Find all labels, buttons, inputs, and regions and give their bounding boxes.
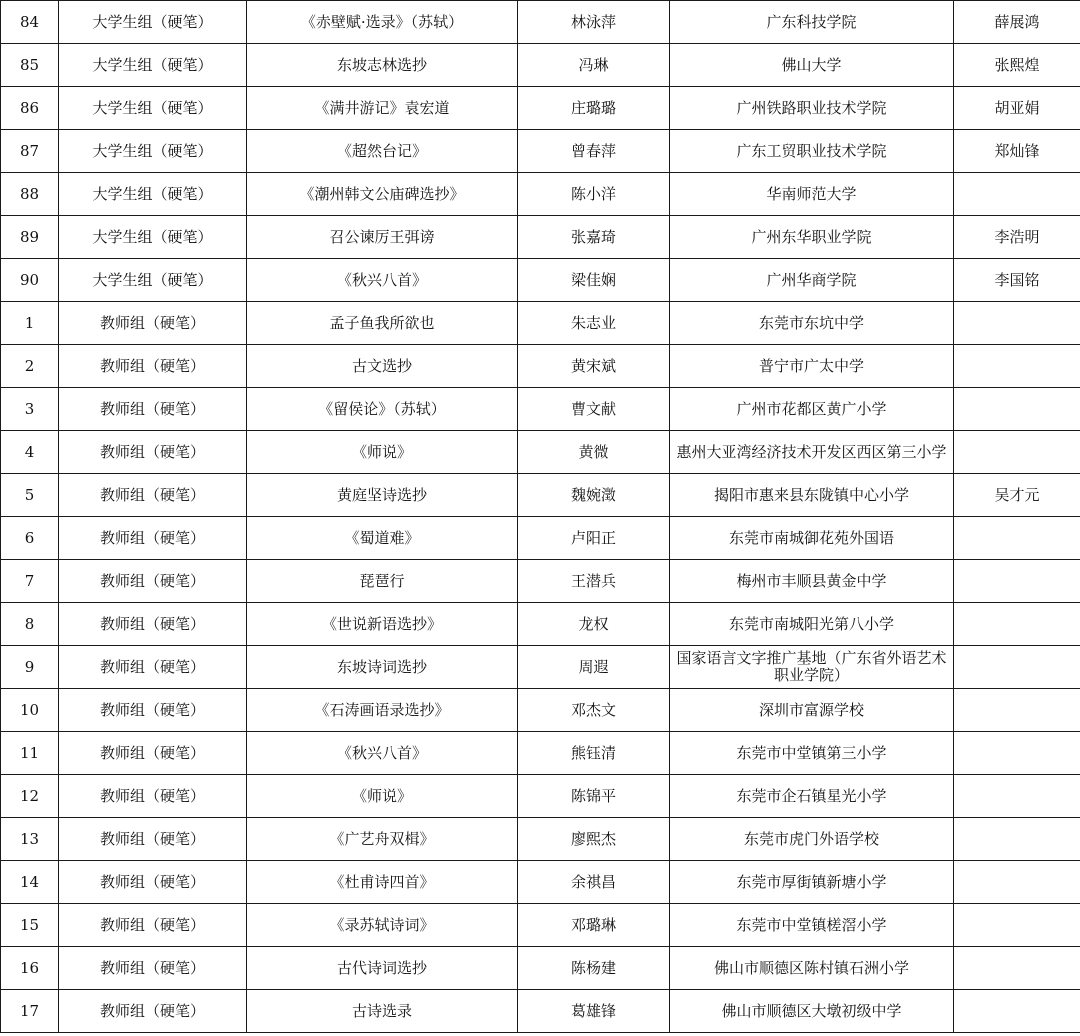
cell-number: 8 — [1, 603, 59, 646]
cell-group: 教师组（硬笔） — [59, 818, 247, 861]
cell-number: 16 — [1, 947, 59, 990]
cell-work-title: 召公谏厉王弭谤 — [247, 216, 518, 259]
cell-teacher — [954, 904, 1080, 947]
cell-work-title: 《蜀道难》 — [247, 517, 518, 560]
table-row — [1, 732, 1080, 775]
table-row — [1, 130, 1080, 173]
results-table-body — [1, 1, 1080, 1033]
cell-unit: 佛山市顺德区陈村镇石洲小学 — [670, 947, 954, 990]
cell-work-title: 《师说》 — [247, 775, 518, 818]
cell-work-title: 《秋兴八首》 — [247, 732, 518, 775]
cell-author-name: 卢阳正 — [518, 517, 670, 560]
cell-number: 1 — [1, 302, 59, 345]
cell-author-name: 葛雄锋 — [518, 990, 670, 1033]
cell-work-title: 《潮州韩文公庙碑选抄》 — [247, 173, 518, 216]
table-row — [1, 173, 1080, 216]
cell-group: 教师组（硬笔） — [59, 775, 247, 818]
cell-author-name: 王潜兵 — [518, 560, 670, 603]
cell-teacher — [954, 732, 1080, 775]
cell-unit: 东莞市厚街镇新塘小学 — [670, 861, 954, 904]
cell-author-name: 梁佳娴 — [518, 259, 670, 302]
cell-author-name: 曾春萍 — [518, 130, 670, 173]
table-row — [1, 904, 1080, 947]
cell-group: 教师组（硬笔） — [59, 603, 247, 646]
cell-author-name: 陈杨建 — [518, 947, 670, 990]
cell-author-name: 黄宋斌 — [518, 345, 670, 388]
cell-number: 86 — [1, 87, 59, 130]
cell-work-title: 《广艺舟双楫》 — [247, 818, 518, 861]
cell-teacher: 郑灿锋 — [954, 130, 1080, 173]
cell-work-title: 《秋兴八首》 — [247, 259, 518, 302]
cell-unit: 揭阳市惠来县东陇镇中心小学 — [670, 474, 954, 517]
cell-work-title: 《赤壁赋·选录》（苏轼） — [247, 1, 518, 44]
cell-author-name: 陈锦平 — [518, 775, 670, 818]
cell-group: 教师组（硬笔） — [59, 861, 247, 904]
cell-number: 4 — [1, 431, 59, 474]
cell-teacher — [954, 173, 1080, 216]
table-row — [1, 689, 1080, 732]
cell-unit: 广州东华职业学院 — [670, 216, 954, 259]
table-row — [1, 990, 1080, 1033]
cell-unit: 东莞市企石镇星光小学 — [670, 775, 954, 818]
cell-group: 教师组（硬笔） — [59, 517, 247, 560]
cell-unit: 深圳市富源学校 — [670, 689, 954, 732]
cell-group: 大学生组（硬笔） — [59, 44, 247, 87]
cell-author-name: 张嘉琦 — [518, 216, 670, 259]
cell-teacher: 胡亚娟 — [954, 87, 1080, 130]
cell-group: 教师组（硬笔） — [59, 646, 247, 689]
cell-unit: 佛山市顺德区大墩初级中学 — [670, 990, 954, 1033]
cell-author-name: 熊钰清 — [518, 732, 670, 775]
table-row — [1, 818, 1080, 861]
cell-number: 84 — [1, 1, 59, 44]
table-row — [1, 44, 1080, 87]
cell-work-title: 《录苏轼诗词》 — [247, 904, 518, 947]
cell-number: 87 — [1, 130, 59, 173]
cell-group: 大学生组（硬笔） — [59, 130, 247, 173]
cell-unit: 东莞市南城御花苑外国语 — [670, 517, 954, 560]
cell-work-title: 琵琶行 — [247, 560, 518, 603]
cell-number: 3 — [1, 388, 59, 431]
cell-unit: 东莞市东坑中学 — [670, 302, 954, 345]
cell-group: 大学生组（硬笔） — [59, 216, 247, 259]
cell-group: 教师组（硬笔） — [59, 474, 247, 517]
cell-work-title: 《留侯论》（苏轼） — [247, 388, 518, 431]
cell-teacher: 李国铭 — [954, 259, 1080, 302]
cell-unit: 广州华商学院 — [670, 259, 954, 302]
cell-number: 89 — [1, 216, 59, 259]
cell-teacher — [954, 560, 1080, 603]
cell-author-name: 龙权 — [518, 603, 670, 646]
cell-teacher: 李浩明 — [954, 216, 1080, 259]
cell-work-title: 东坡诗词选抄 — [247, 646, 518, 689]
cell-unit: 广州市花都区黄广小学 — [670, 388, 954, 431]
cell-work-title: 古诗选录 — [247, 990, 518, 1033]
cell-group: 教师组（硬笔） — [59, 947, 247, 990]
cell-author-name: 冯琳 — [518, 44, 670, 87]
cell-work-title: 东坡志林选抄 — [247, 44, 518, 87]
cell-unit: 广州铁路职业技术学院 — [670, 87, 954, 130]
cell-group: 教师组（硬笔） — [59, 345, 247, 388]
cell-author-name: 陈小洋 — [518, 173, 670, 216]
cell-author-name: 林泳萍 — [518, 1, 670, 44]
cell-number: 9 — [1, 646, 59, 689]
cell-group: 教师组（硬笔） — [59, 388, 247, 431]
table-row — [1, 216, 1080, 259]
cell-number: 17 — [1, 990, 59, 1033]
cell-unit: 广东科技学院 — [670, 1, 954, 44]
table-row — [1, 947, 1080, 990]
table-row — [1, 431, 1080, 474]
cell-teacher — [954, 388, 1080, 431]
table-row — [1, 1, 1080, 44]
cell-author-name: 魏婉澂 — [518, 474, 670, 517]
cell-unit: 广东工贸职业技术学院 — [670, 130, 954, 173]
table-row — [1, 517, 1080, 560]
cell-number: 90 — [1, 259, 59, 302]
cell-author-name: 庄璐璐 — [518, 87, 670, 130]
table-row — [1, 259, 1080, 302]
table-row — [1, 87, 1080, 130]
table-row — [1, 474, 1080, 517]
cell-teacher — [954, 517, 1080, 560]
cell-teacher — [954, 345, 1080, 388]
cell-group: 教师组（硬笔） — [59, 904, 247, 947]
cell-teacher — [954, 818, 1080, 861]
cell-unit: 华南师范大学 — [670, 173, 954, 216]
cell-work-title: 孟子鱼我所欲也 — [247, 302, 518, 345]
table-row — [1, 388, 1080, 431]
cell-teacher: 张熙煌 — [954, 44, 1080, 87]
cell-teacher — [954, 775, 1080, 818]
cell-unit: 东莞市中堂镇槎滘小学 — [670, 904, 954, 947]
cell-work-title: 《满井游记》袁宏道 — [247, 87, 518, 130]
cell-number: 7 — [1, 560, 59, 603]
cell-author-name: 黄微 — [518, 431, 670, 474]
cell-author-name: 曹文献 — [518, 388, 670, 431]
table-row — [1, 560, 1080, 603]
cell-teacher: 薛展鸿 — [954, 1, 1080, 44]
cell-number: 10 — [1, 689, 59, 732]
cell-group: 教师组（硬笔） — [59, 302, 247, 345]
cell-author-name: 邓璐琳 — [518, 904, 670, 947]
cell-number: 12 — [1, 775, 59, 818]
cell-unit: 东莞市虎门外语学校 — [670, 818, 954, 861]
cell-group: 大学生组（硬笔） — [59, 173, 247, 216]
cell-teacher — [954, 603, 1080, 646]
cell-work-title: 古文选抄 — [247, 345, 518, 388]
table-row — [1, 861, 1080, 904]
cell-teacher — [954, 302, 1080, 345]
cell-work-title: 《超然台记》 — [247, 130, 518, 173]
table-row — [1, 646, 1080, 689]
cell-number: 5 — [1, 474, 59, 517]
cell-unit: 梅州市丰顺县黄金中学 — [670, 560, 954, 603]
cell-group: 教师组（硬笔） — [59, 689, 247, 732]
table-row — [1, 775, 1080, 818]
cell-author-name: 廖熙杰 — [518, 818, 670, 861]
cell-teacher — [954, 947, 1080, 990]
cell-number: 6 — [1, 517, 59, 560]
cell-unit: 东莞市南城阳光第八小学 — [670, 603, 954, 646]
cell-work-title: 《杜甫诗四首》 — [247, 861, 518, 904]
cell-author-name: 余祺昌 — [518, 861, 670, 904]
cell-group: 大学生组（硬笔） — [59, 1, 247, 44]
cell-author-name: 周遐 — [518, 646, 670, 689]
cell-group: 教师组（硬笔） — [59, 431, 247, 474]
cell-work-title: 黄庭坚诗选抄 — [247, 474, 518, 517]
cell-number: 11 — [1, 732, 59, 775]
cell-teacher — [954, 861, 1080, 904]
cell-unit: 国家语言文字推广基地（广东省外语艺术职业学院） — [670, 646, 954, 689]
cell-unit: 佛山大学 — [670, 44, 954, 87]
cell-group: 教师组（硬笔） — [59, 990, 247, 1033]
table-row — [1, 302, 1080, 345]
cell-group: 教师组（硬笔） — [59, 732, 247, 775]
cell-teacher — [954, 646, 1080, 689]
cell-author-name: 朱志业 — [518, 302, 670, 345]
cell-work-title: 《师说》 — [247, 431, 518, 474]
cell-number: 2 — [1, 345, 59, 388]
cell-work-title: 《石涛画语录选抄》 — [247, 689, 518, 732]
cell-author-name: 邓杰文 — [518, 689, 670, 732]
cell-work-title: 古代诗词选抄 — [247, 947, 518, 990]
table-row — [1, 345, 1080, 388]
cell-number: 15 — [1, 904, 59, 947]
cell-unit: 普宁市广太中学 — [670, 345, 954, 388]
cell-unit: 惠州大亚湾经济技术开发区西区第三小学 — [670, 431, 954, 474]
cell-number: 13 — [1, 818, 59, 861]
cell-work-title: 《世说新语选抄》 — [247, 603, 518, 646]
cell-unit: 东莞市中堂镇第三小学 — [670, 732, 954, 775]
cell-group: 大学生组（硬笔） — [59, 259, 247, 302]
cell-number: 14 — [1, 861, 59, 904]
cell-number: 88 — [1, 173, 59, 216]
cell-teacher — [954, 990, 1080, 1033]
cell-teacher: 吴才元 — [954, 474, 1080, 517]
table-row — [1, 603, 1080, 646]
cell-group: 教师组（硬笔） — [59, 560, 247, 603]
cell-group: 大学生组（硬笔） — [59, 87, 247, 130]
cell-number: 85 — [1, 44, 59, 87]
cell-teacher — [954, 689, 1080, 732]
cell-teacher — [954, 431, 1080, 474]
